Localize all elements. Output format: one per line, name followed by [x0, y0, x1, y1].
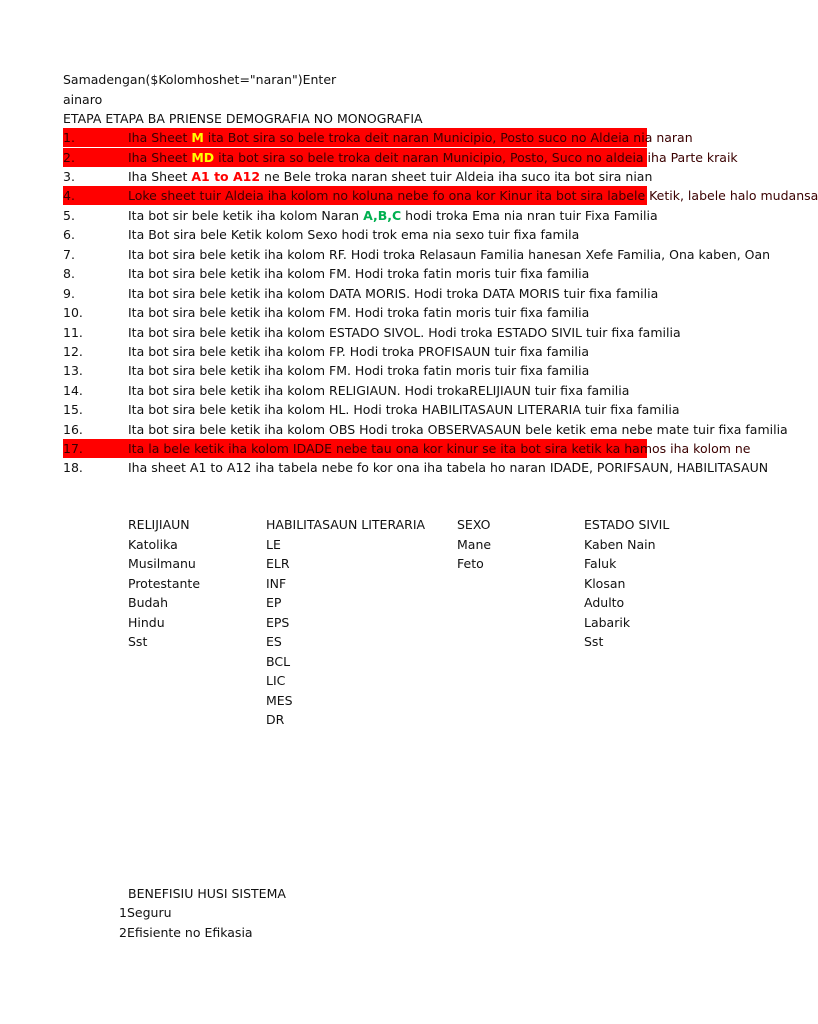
- list-item: Adulto: [584, 595, 625, 610]
- step-row: [63, 439, 751, 458]
- list-item: Sst: [584, 634, 604, 649]
- step-text: Ita bot sira bele ketik iha kolom FP. Hodi troka PROFISAUN tuir fixa familia: [128, 344, 589, 359]
- step-row: [63, 225, 647, 244]
- step-row: [63, 323, 681, 342]
- list-item: Protestante: [128, 575, 201, 591]
- page-title: ETAPA ETAPA BA PRIENSE DEMOGRAFIA NO MONOGRAFIA: [63, 111, 423, 126]
- step-number: 10.: [63, 305, 83, 320]
- step-text: Ita bot sira bele ketik iha kolom HL. Hodi troka HABILITASAUN LITERARIA tuir fixa familia: [128, 402, 680, 417]
- step-row: [63, 400, 680, 419]
- step-number: 13.: [63, 363, 83, 378]
- step-row: [63, 381, 647, 400]
- step-row: [63, 284, 659, 303]
- benefit-text: Efisiente no Efikasia: [127, 925, 253, 940]
- step-number: 17.: [63, 441, 83, 456]
- step-row: [63, 458, 769, 477]
- step-number: 9.: [63, 286, 75, 301]
- step-number: 7.: [63, 247, 75, 262]
- step-text: Ita bot sir bele ketik iha kolom Naran A,B,C hodi troka Ema nia nran tuir Fixa Familia: [128, 208, 658, 223]
- step-text: Ita bot sira bele ketik iha kolom RF. Hodi troka Relasaun Familia hanesan Xefe Familia, Ona kaben, Oan: [128, 247, 771, 262]
- step-number: 11.: [63, 325, 83, 340]
- list-item: BCL: [266, 653, 291, 669]
- list-item: ES: [266, 634, 282, 649]
- list-header: RELIJIAUN: [128, 517, 190, 532]
- list-item: EP: [266, 595, 282, 610]
- list-item: Sst: [128, 634, 148, 649]
- place-name: ainaro: [63, 92, 103, 107]
- list-item: Hindu: [128, 614, 165, 630]
- step-row: [63, 303, 647, 322]
- list-sexo: [457, 515, 577, 574]
- step-text: Iha sheet A1 to A12 iha tabela nebe fo kor ona iha tabela ho naran IDADE, PORIFSAUN, HABILITASAUN: [128, 460, 769, 475]
- list-item: ELR: [266, 556, 290, 571]
- step-number: 3.: [63, 169, 75, 184]
- step-text: Iha Sheet MD ita bot sira so bele troka deit naran Municipio, Posto, Suco no aldeia iha Parte kraik: [128, 150, 738, 165]
- step-number: 14.: [63, 383, 83, 398]
- step-row: [63, 264, 647, 283]
- step-text: Ita bot sira bele ketik iha kolom FM. Hodi troka fatin moris tuir fixa familia: [128, 266, 590, 281]
- step-row: [63, 361, 647, 380]
- step-number: 2.: [63, 150, 75, 165]
- benefit-item: [100, 923, 253, 942]
- step-text: Ita Bot sira bele Ketik kolom Sexo hodi trok ema nia sexo tuir fixa famila: [128, 227, 580, 242]
- step-number: 15.: [63, 402, 83, 417]
- step-text: Ita bot sira bele ketik iha kolom RELIGIAUN. Hodi trokaRELIJIAUN tuir fixa familia: [128, 383, 630, 398]
- list-item: MES: [266, 692, 293, 708]
- list-header: SEXO: [457, 517, 491, 532]
- step-text: Ita bot sira bele ketik iha kolom FM. Hodi troka fatin moris tuir fixa familia: [128, 305, 590, 320]
- step-row: [63, 148, 738, 167]
- list-relijiaun: [128, 515, 258, 652]
- list-item: Mane: [457, 536, 492, 552]
- list-item: LIC: [266, 673, 286, 688]
- step-text: Ita bot sira bele ketik iha kolom ESTADO SIVOL. Hodi troka ESTADO SIVIL tuir fixa familia: [128, 325, 681, 340]
- step-text: Ita la bele ketik iha kolom IDADE nebe tau ona kor kinur se ita bot sira ketik ka hamos iha kolom ne: [128, 441, 751, 456]
- step-number: 5.: [63, 208, 75, 223]
- step-number: 6.: [63, 227, 75, 242]
- list-item: Kaben Nain: [584, 536, 656, 552]
- list-item: INF: [266, 575, 287, 591]
- step-row: [63, 128, 693, 147]
- sheet-keyword: MD: [191, 150, 215, 165]
- list-header: ESTADO SIVIL: [584, 517, 670, 532]
- list-item: Labarik: [584, 614, 631, 630]
- sheet-keyword: M: [191, 130, 204, 145]
- list-item: Budah: [128, 595, 169, 610]
- list-item: Musilmanu: [128, 556, 196, 571]
- list-item: Faluk: [584, 556, 617, 571]
- step-text: Ita bot sira bele ketik iha kolom DATA MORIS. Hodi troka DATA MORIS tuir fixa familia: [128, 286, 659, 301]
- column-keyword: A,B,C: [363, 208, 402, 223]
- benefit-number: 2: [119, 925, 127, 940]
- step-number: 12.: [63, 344, 83, 359]
- step-text: Ita bot sira bele ketik iha kolom FM. Hodi troka fatin moris tuir fixa familia: [128, 363, 590, 378]
- step-number: 18.: [63, 460, 83, 475]
- list-header: HABILITASAUN LITERARIA: [266, 517, 426, 532]
- step-text: Iha Sheet M ita Bot sira so bele troka deit naran Municipio, Posto suco no Aldeia nia naran: [128, 130, 693, 145]
- list-item: LE: [266, 536, 281, 552]
- step-row: [63, 245, 771, 264]
- list-item: Klosan: [584, 575, 626, 591]
- step-text: Loke sheet tuir Aldeia iha kolom no koluna nebe fo ona kor Kinur ita bot sira labele Ketik, labele halo mudansa: [128, 188, 818, 203]
- list-estado-sivil: [584, 515, 670, 652]
- list-item: DR: [266, 712, 285, 727]
- step-row: [63, 420, 788, 439]
- step-row: [63, 167, 653, 186]
- benefit-text: Seguru: [127, 905, 172, 920]
- step-text: Ita bot sira bele ketik iha kolom OBS Hodi troka OBSERVASAUN bele ketik ema nebe mate tuir fixa familia: [128, 422, 788, 437]
- step-number: 1.: [63, 130, 75, 145]
- list-item: EPS: [266, 614, 290, 630]
- step-number: 4.: [63, 188, 75, 203]
- step-row: [63, 342, 647, 361]
- benefits-title: BENEFISIU HUSI SISTEMA: [128, 886, 286, 901]
- benefit-item: [100, 903, 172, 922]
- list-habilitasaun-literaria: [266, 515, 451, 730]
- step-number: 16.: [63, 422, 83, 437]
- step-row: [63, 206, 658, 225]
- step-text: Iha Sheet A1 to A12 ne Bele troka naran sheet tuir Aldeia iha suco ita bot sira nian: [128, 169, 653, 184]
- benefit-number: 1: [119, 905, 127, 920]
- formula-text: Samadengan($Kolomhoshet="naran")Enter: [63, 72, 337, 87]
- step-number: 8.: [63, 266, 75, 281]
- sheet-keyword: A1 to A12: [191, 169, 261, 184]
- step-row: [63, 186, 818, 205]
- list-item: Katolika: [128, 536, 178, 552]
- list-item: Feto: [457, 556, 484, 571]
